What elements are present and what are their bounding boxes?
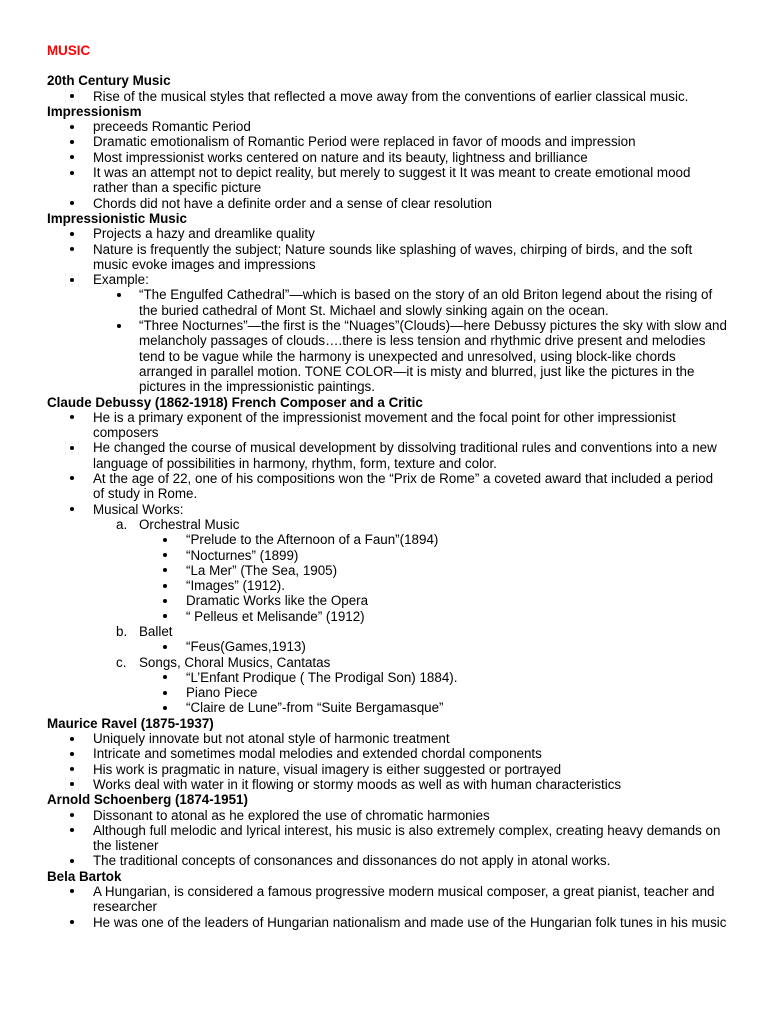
bullet-item bbox=[47, 762, 727, 777]
bullet-item bbox=[47, 578, 727, 593]
lettered-item bbox=[47, 624, 727, 639]
bullet-dot-icon bbox=[160, 563, 170, 578]
bullet-text: Projects a hazy and dreamlike quality bbox=[93, 226, 315, 242]
bullet-item bbox=[47, 119, 727, 134]
bullet-text: Piano Piece bbox=[186, 685, 258, 701]
bullet-dot-icon bbox=[67, 89, 77, 104]
bullet-text: Nature is frequently the subject; Nature sounds like splashing of waves, chirping of birds, and the soft music evoke images and impressions bbox=[93, 241, 693, 272]
bullet-item bbox=[47, 440, 727, 471]
bullet-item bbox=[47, 639, 727, 654]
bullet-dot-icon bbox=[160, 532, 170, 547]
bullet-item bbox=[47, 272, 727, 287]
section-heading: Impressionistic Music bbox=[47, 210, 187, 226]
bullet-text: Most impressionist works centered on nature and its beauty, lightness and brilliance bbox=[93, 149, 588, 165]
bullet-dot-icon bbox=[67, 884, 77, 899]
bullet-text: “Prelude to the Afternoon of a Faun”(1894) bbox=[186, 532, 439, 548]
bullet-text: “Nocturnes” (1899) bbox=[186, 547, 299, 563]
section-heading: Maurice Ravel (1875-1937) bbox=[47, 715, 214, 731]
section-heading: Impressionism bbox=[47, 103, 142, 119]
bullet-text: “The Engulfed Cathedral”—which is based on the story of an old Briton legend about the rising of the buried cathedral of Mont St. Michael and slowly sinking again on the ocean. bbox=[139, 287, 713, 318]
bullet-text: Example: bbox=[93, 272, 149, 288]
bullet-dot-icon bbox=[67, 808, 77, 823]
bullet-dot-icon bbox=[67, 915, 77, 930]
bullet-text: The traditional concepts of consonances and dissonances do not apply in atonal works. bbox=[93, 853, 611, 869]
bullet-item bbox=[47, 700, 727, 715]
bullet-item bbox=[47, 410, 727, 441]
bullet-dot-icon bbox=[67, 150, 77, 165]
bullet-item bbox=[47, 471, 727, 502]
bullet-dot-icon bbox=[160, 593, 170, 608]
bullet-text: His work is pragmatic in nature, visual imagery is either suggested or portrayed bbox=[93, 761, 562, 777]
bullet-dot-icon bbox=[67, 746, 77, 761]
bullet-dot-icon bbox=[67, 272, 77, 287]
bullet-item bbox=[47, 609, 727, 624]
bullet-item bbox=[47, 287, 727, 318]
bullet-dot-icon bbox=[160, 578, 170, 593]
bullet-item bbox=[47, 242, 727, 273]
bullet-text: He is a primary exponent of the impressionist movement and the focal point for other impressionist composers bbox=[93, 409, 676, 441]
document-body bbox=[47, 73, 727, 930]
bullet-item bbox=[47, 318, 727, 394]
bullet-text: “Images” (1912). bbox=[186, 578, 285, 594]
bullet-dot-icon bbox=[67, 226, 77, 241]
bullet-dot-icon bbox=[67, 196, 77, 211]
bullet-text: “Feus(Games,1913) bbox=[186, 639, 306, 655]
list-marker: a. bbox=[116, 516, 128, 532]
bullet-dot-icon bbox=[67, 502, 77, 517]
bullet-text: “La Mer” (The Sea, 1905) bbox=[186, 562, 338, 578]
document-title: MUSIC bbox=[47, 43, 91, 58]
bullet-dot-icon bbox=[67, 242, 77, 257]
bullet-text: “Claire de Lune”-from “Suite Bergamasque” bbox=[186, 700, 444, 716]
bullet-dot-icon bbox=[160, 548, 170, 563]
bullet-item bbox=[47, 915, 727, 930]
bullet-text: Uniquely innovate but not atonal style of harmonic treatment bbox=[93, 731, 450, 747]
bullet-dot-icon bbox=[160, 639, 170, 654]
bullet-item bbox=[47, 593, 727, 608]
bullet-dot-icon bbox=[67, 471, 77, 486]
bullet-text: “Three Nocturnes”—the first is the “Nuages”(Clouds)—here Debussy pictures the sky with slow and melancholy passages of clouds….there is less tension and rhythmic drive present and melodies tend to be vague while the harmony is unexpected and unresolved, using block-like chords arranged in parallel motion. TONE COLOR—it is misty and blurred, just like the pictures in the pictures in the impressionistic paintings. bbox=[139, 318, 727, 395]
bullet-dot-icon bbox=[67, 853, 77, 868]
bullet-dot-icon bbox=[160, 700, 170, 715]
bullet-item bbox=[47, 563, 727, 578]
bullet-item bbox=[47, 89, 727, 104]
bullet-text: He changed the course of musical development by dissolving traditional rules and conventions into a new language of possibilities in harmony, rhythm, form, texture and color. bbox=[93, 440, 717, 471]
bullet-dot-icon bbox=[67, 410, 77, 425]
bullet-item bbox=[47, 532, 727, 547]
bullet-item bbox=[47, 884, 727, 915]
bullet-text: It was an attempt not to depict reality, but merely to suggest it It was meant to create emotional mood rather than a specific picture bbox=[93, 165, 691, 196]
bullet-text: Intricate and sometimes modal melodies and extended chordal components bbox=[93, 746, 542, 762]
bullet-dot-icon bbox=[67, 440, 77, 455]
bullet-item bbox=[47, 134, 727, 149]
bullet-item bbox=[47, 746, 727, 761]
bullet-text: Rise of the musical styles that reflected a move away from the conventions of earlier classical music. bbox=[93, 88, 689, 104]
bullet-text: Musical Works: bbox=[93, 501, 184, 517]
bullet-text: At the age of 22, one of his compositions won the “Prix de Rome” a coveted award that included a period of study in Rome. bbox=[93, 471, 714, 502]
bullet-item bbox=[47, 823, 727, 854]
bullet-dot-icon bbox=[160, 609, 170, 624]
lettered-text: Songs, Choral Musics, Cantatas bbox=[139, 654, 331, 670]
bullet-text: preceeds Romantic Period bbox=[93, 119, 251, 135]
bullet-text: Works deal with water in it flowing or stormy moods as well as with human characteristics bbox=[93, 776, 622, 792]
bullet-dot-icon bbox=[67, 134, 77, 149]
bullet-text: A Hungarian, is considered a famous progressive modern musical composer, a great pianist, teacher and researcher bbox=[93, 884, 715, 915]
bullet-dot-icon bbox=[67, 823, 77, 838]
bullet-item bbox=[47, 670, 727, 685]
bullet-item bbox=[47, 502, 727, 517]
bullet-item bbox=[47, 150, 727, 165]
list-marker: c. bbox=[116, 654, 127, 670]
bullet-item bbox=[47, 196, 727, 211]
bullet-dot-icon bbox=[160, 685, 170, 700]
bullet-item bbox=[47, 853, 727, 868]
bullet-text: Dramatic emotionalism of Romantic Period were replaced in favor of moods and impression bbox=[93, 134, 636, 150]
bullet-dot-icon bbox=[67, 762, 77, 777]
document-page bbox=[47, 43, 727, 930]
lettered-text: Orchestral Music bbox=[139, 516, 240, 532]
bullet-text: Dissonant to atonal as he explored the use of chromatic harmonies bbox=[93, 807, 490, 823]
section-heading: 20th Century Music bbox=[47, 73, 171, 89]
bullet-dot-icon bbox=[67, 731, 77, 746]
bullet-dot-icon bbox=[114, 287, 124, 302]
bullet-dot-icon bbox=[160, 670, 170, 685]
bullet-item bbox=[47, 685, 727, 700]
bullet-text: Dramatic Works like the Opera bbox=[186, 593, 369, 609]
bullet-text: Chords did not have a definite order and a sense of clear resolution bbox=[93, 195, 492, 211]
bullet-text: “ Pelleus et Melisande” (1912) bbox=[186, 608, 365, 624]
list-marker: b. bbox=[116, 623, 128, 639]
section-heading: Arnold Schoenberg (1874-1951) bbox=[47, 792, 248, 808]
lettered-item bbox=[47, 517, 727, 532]
bullet-text: Although full melodic and lyrical interest, his music is also extremely complex, creating heavy demands on the listener bbox=[93, 822, 721, 854]
section-heading: Claude Debussy (1862-1918) French Composer and a Critic bbox=[47, 394, 423, 410]
bullet-dot-icon bbox=[114, 318, 124, 333]
lettered-text: Ballet bbox=[139, 623, 173, 639]
bullet-item bbox=[47, 808, 727, 823]
bullet-dot-icon bbox=[67, 165, 77, 180]
bullet-item bbox=[47, 731, 727, 746]
bullet-text: “L’Enfant Prodique ( The Prodigal Son) 1884). bbox=[186, 669, 458, 685]
bullet-item bbox=[47, 165, 727, 196]
bullet-item bbox=[47, 226, 727, 241]
bullet-text: He was one of the leaders of Hungarian nationalism and made use of the Hungarian folk tunes in his music bbox=[93, 914, 727, 930]
lettered-item bbox=[47, 655, 727, 670]
bullet-item bbox=[47, 548, 727, 563]
bullet-item bbox=[47, 777, 727, 792]
section-heading: Bela Bartok bbox=[47, 868, 122, 884]
bullet-dot-icon bbox=[67, 119, 77, 134]
bullet-dot-icon bbox=[67, 777, 77, 792]
